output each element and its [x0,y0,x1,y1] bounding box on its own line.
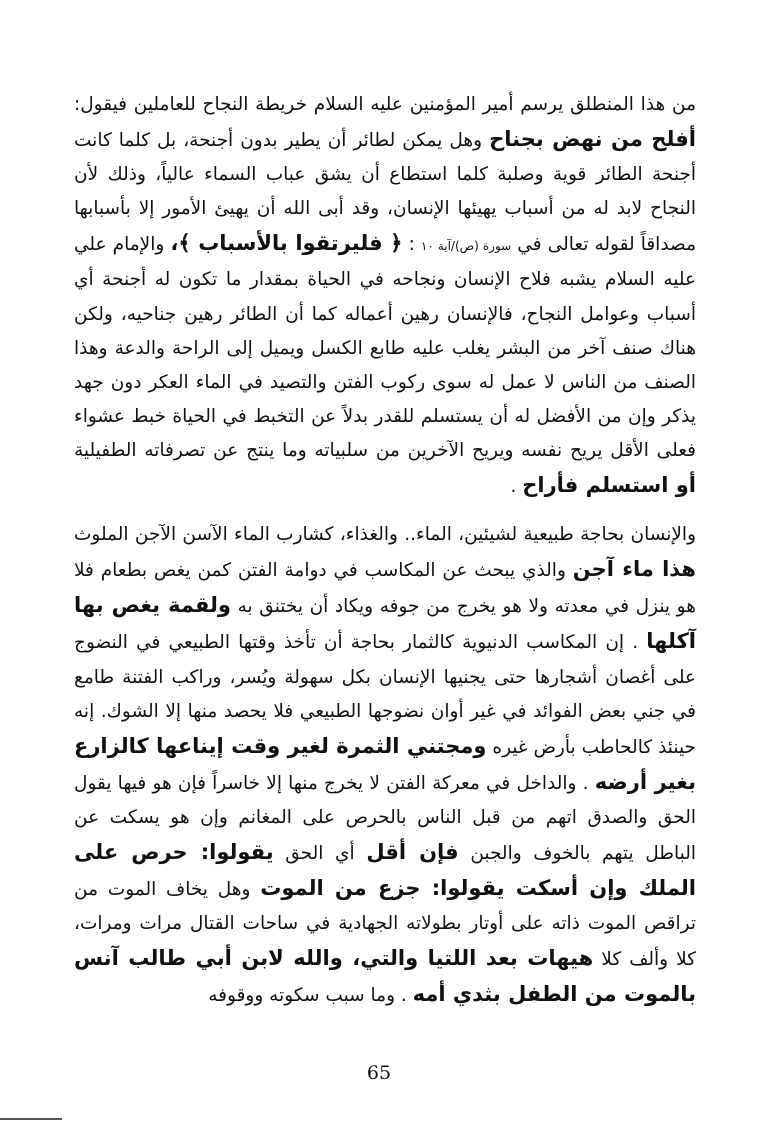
text-run: والإنسان بحاجة طبيعية لشيئين، الماء.. والغذاء، كشارب الماء الآسن الآجن الملوث [74,524,696,546]
paragraph-2 [74,518,696,1013]
page-number: 65 [366,1062,392,1084]
text-run: وهل يخاف الموت من تراقص الموت ذاته على أوتار بطولاته الجهادية في ساحات القتال مرات ومرات، كلا وألف كلا [74,879,696,971]
text-run: : [408,234,415,256]
bold-quote: هذا ماء آجن [572,557,696,582]
bold-quote: أفلح من نهض بجناح [489,127,697,152]
text-run: والذي يبحث عن المكاسب في دوامة الفتن كمن يغص بطعام فلا هو ينزل في معدته ولا هو يخرج من جوفه ويكاد أن يختنق به [74,560,696,618]
surah-reference: سورة (ص)/آية ١٠ [420,239,512,254]
body-text [74,88,696,1013]
quran-verse: ﴿ فليرتقوا بالأسباب ﴾، [170,231,403,256]
bold-quote: ومجتني الثمرة لغير وقت إيناعها كالزارع بغير أرضه [74,733,696,794]
text-run: أي الحق [285,842,355,864]
text-run: وهل يمكن لطائر أن يطير بدون أجنحة، بل كلما كانت أجنحة الطائر قوية وصلبة كلما استطاع أن يشق عباب السماء عالياً، وذلك لأن النجاح لابد له من أسباب يهيئها الإنسان، وقد أبى الله أن يهيئ الأمور إلا بأسبابها مصداقاً لقوله تعالى في [74,130,696,256]
footer-rule [0,1118,62,1120]
text-run: . والداخل في معركة الفتن لا يخرج منها إلا خاسراً فإن هو فيها يقول الحق والصدق اتهم من قبل الناس بالحرص على المغانم وإن هو يسكت عن الباطل يتهم بالخوف والجبن [74,772,696,864]
bold-quote: يقولوا: حرص على الملك وإن أسكت يقولوا: جزع من الموت [74,839,696,901]
bold-quote: أو استسلم فأراح [522,473,696,498]
bold-quote: فإن أقل [366,839,459,864]
text-run: . وما سبب سكوته ووقوفه [208,985,407,1007]
paragraph-1 [74,88,696,504]
bold-quote: ولقمة يغص بها آكلها [74,593,696,654]
text-run: والإمام علي عليه السلام يشبه فلاح الإنسان ونجاحه في الحياة بمقدار ما تكون له أجنحة أي أسباب وعوامل النجاح، فالإنسان رهين أعماله كما أن الطائر رهين جناحيه، ولكن هناك صنف آخر من البشر يغلب عليه طابع الكسل ويميل إلى الراحة والدعة وهذا الصنف من الناس لا عمل له سوى ركوب الفتن والتصيد في الماء العكر دون جهد يذكر وإن من الأفضل له أن يستسلم للقدر بدلاً عن التخبط في الحياة خبط عشواء فعلى الأقل يريح نفسه ويريح الآخرين من سلبياته وما ينتج عن تصرفاته الطفيلية [74,234,696,461]
bold-quote: هيهات بعد اللتيا والتي، والله لابن أبي طالب آنس بالموت من الطفل بثدي أمه [74,946,696,1007]
text-run: . إن المكاسب الدنيوية كالثمار بحاجة أن تأخذ وقتها الطبيعي في النضوج على أغصان أشجارها حتى يجنيها الإنسان بكل سهولة ويُسر، وراكب الفتنة طامع في جني بعض الفوائد في غير أوان نضوجها الطبيعي فلا يحصد منها إلا الشوك. إنه حينئذ كالحاطب بأرض غيره [74,632,696,758]
text-run: من هذا المنطلق يرسم أمير المؤمنين عليه السلام خريطة النجاح للعاملين فيقول: [74,94,696,115]
text-run: . [510,476,517,498]
